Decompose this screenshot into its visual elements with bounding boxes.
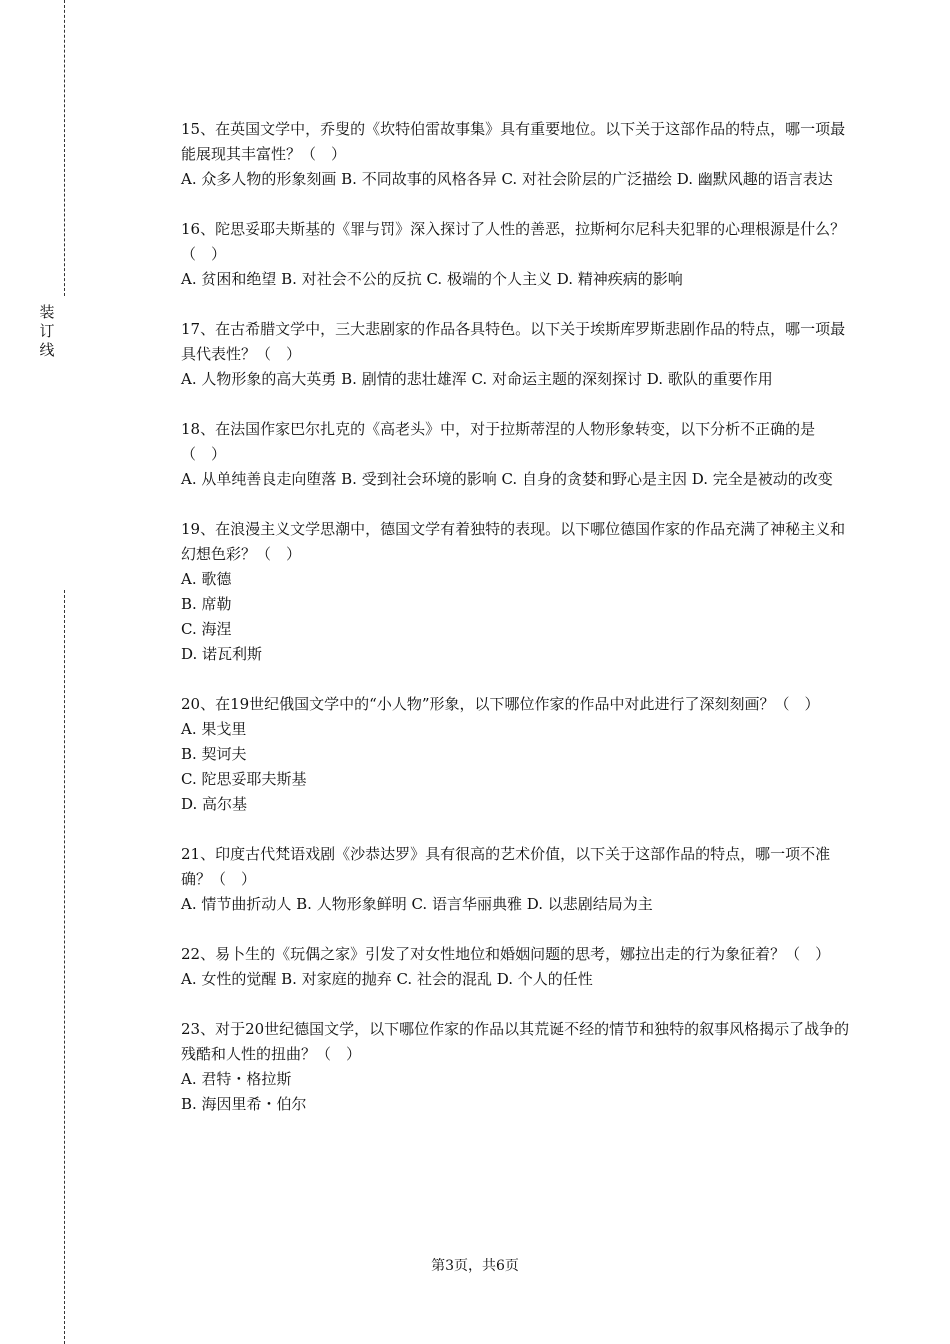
- question-options: A. 女性的觉醒 B. 对家庭的抛弃 C. 社会的混乱 D. 个人的任性: [181, 970, 593, 988]
- question-options: A. 情节曲折动人 B. 人物形象鲜明 C. 语言华丽典雅 D. 以悲剧结局为主: [181, 895, 653, 913]
- option-a: A. 君特・格拉斯: [181, 1070, 292, 1088]
- question-list: [181, 117, 851, 1142]
- option-b: B. 海因里希・伯尔: [181, 1095, 307, 1113]
- question-text: 15、在英国文学中，乔叟的《坎特伯雷故事集》具有重要地位。以下关于这部作品的特点，哪一项最能展现其丰富性？（ ）: [181, 120, 846, 163]
- option-d: D. 高尔基: [181, 795, 248, 813]
- question-options: A. 人物形象的高大英勇 B. 剧情的悲壮雄浑 C. 对命运主题的深刻探讨 D. 歌队的重要作用: [181, 370, 773, 388]
- question-text: 19、在浪漫主义文学思潮中，德国文学有着独特的表现。以下哪位德国作家的作品充满了神秘主义和幻想色彩？（ ）: [181, 520, 846, 563]
- page-footer: 第3页，共6页: [431, 1258, 519, 1274]
- question-16: [181, 217, 851, 292]
- question-text: 23、对于20世纪德国文学，以下哪位作家的作品以其荒诞不经的情节和独特的叙事风格揭示了战争的残酷和人性的扭曲？（ ）: [181, 1020, 850, 1063]
- question-options: A. 贫困和绝望 B. 对社会不公的反抗 C. 极端的个人主义 D. 精神疾病的影响: [181, 270, 683, 288]
- question-22: [181, 942, 851, 992]
- question-options: A. 从单纯善良走向堕落 B. 受到社会环境的影响 C. 自身的贪婪和野心是主因 D. 完全是被动的改变: [181, 470, 833, 488]
- question-text: 20、在19世纪俄国文学中的“小人物”形象，以下哪位作家的作品中对此进行了深刻刻画？（ ）: [181, 695, 820, 713]
- question-text: 21、印度古代梵语戏剧《沙恭达罗》具有很高的艺术价值，以下关于这部作品的特点，哪一项不准确？（ ）: [181, 845, 831, 888]
- question-15: [181, 117, 851, 192]
- question-18: [181, 417, 851, 492]
- option-a: A. 果戈里: [181, 720, 247, 738]
- question-21: [181, 842, 851, 917]
- binding-dashed-line-top: [64, 0, 65, 296]
- option-d: D. 诺瓦利斯: [181, 645, 263, 663]
- question-text: 16、陀思妥耶夫斯基的《罪与罚》深入探讨了人性的善恶，拉斯柯尔尼科夫犯罪的心理根源是什么？（ ）: [181, 220, 846, 263]
- question-text: 17、在古希腊文学中，三大悲剧家的作品各具特色。以下关于埃斯库罗斯悲剧作品的特点，哪一项最具代表性？（ ）: [181, 320, 846, 363]
- option-c: C. 海涅: [181, 620, 232, 638]
- question-20: [181, 692, 851, 817]
- option-b: B. 席勒: [181, 595, 232, 613]
- option-b: B. 契诃夫: [181, 745, 247, 763]
- option-a: A. 歌德: [181, 570, 232, 588]
- option-c: C. 陀思妥耶夫斯基: [181, 770, 307, 788]
- question-text: 18、在法国作家巴尔扎克的《高老头》中，对于拉斯蒂涅的人物形象转变，以下分析不正确的是（ ）: [181, 420, 816, 463]
- question-17: [181, 317, 851, 392]
- question-options: A. 众多人物的形象刻画 B. 不同故事的风格各异 C. 对社会阶层的广泛描绘 D. 幽默风趣的语言表达: [181, 170, 833, 188]
- binding-label: 装订线: [39, 303, 55, 359]
- question-19: [181, 517, 851, 667]
- question-23: [181, 1017, 851, 1117]
- binding-dashed-line-bottom: [64, 590, 65, 1344]
- question-text: 22、易卜生的《玩偶之家》引发了对女性地位和婚姻问题的思考，娜拉出走的行为象征着？（ ）: [181, 945, 831, 963]
